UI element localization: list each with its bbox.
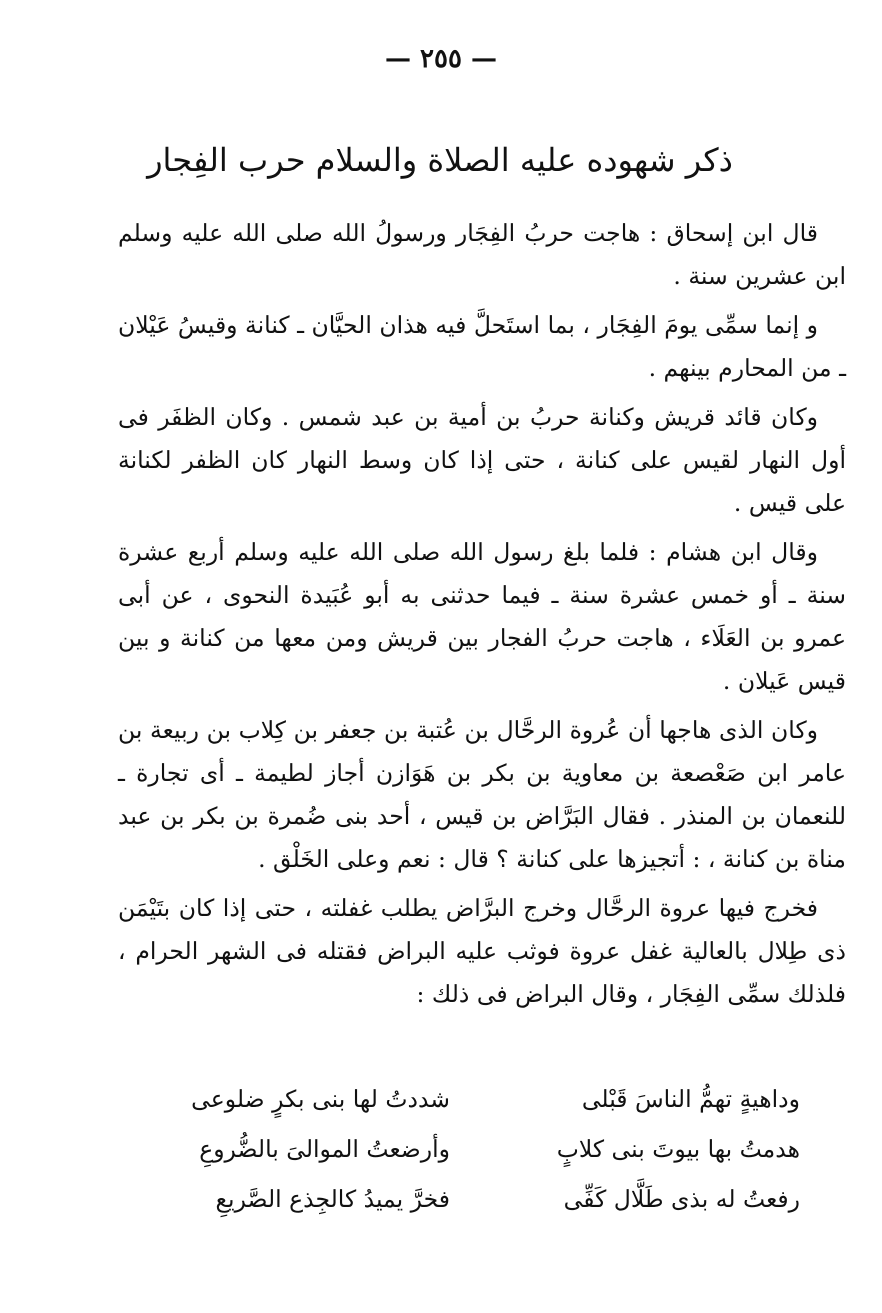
- page-number: — ٢٥٥ —: [384, 44, 498, 74]
- verse-second-hemistich: وأرضعتُ الموالىَ بالضُّروعِ: [199, 1135, 450, 1163]
- section-title: ذكر شهوده عليه الصلاة والسلام حرب الفِجار: [147, 141, 733, 179]
- paragraph: وكان قائد قريش وكنانة حربُ بن أمية بن عبد شمس . وكان الظفَر فى أول النهار لقيس على كنانة ، حتى إذا كان وسط النهار كان الظفر لكنانة على قيس .: [118, 403, 846, 517]
- paragraph: و إنما سمِّى يومَ الفِجَار ، بما استَحلَّ فيه هذان الحيَّان ـ كنانة وقيسُ عَيْلان ـ من المحارم بينهم .: [118, 311, 846, 382]
- verse-first-hemistich: هدمتُ بها بيوتَ بنى كلابٍ: [556, 1135, 800, 1163]
- verse-first-hemistich: رفعتُ له بذى طَلَّال كَفِّى: [563, 1185, 800, 1213]
- paragraph: فخرج فيها عروة الرحَّال وخرج البرَّاض يطلب غفلته ، حتى إذا كان بتَيْمَن ذى طِلال بالعالية غفل عروة فوثب عليه البراض فقتله فى الشهر الحرام ، فلذلك سمِّى الفِجَار ، وقال البراض فى ذلك :: [118, 894, 846, 1008]
- verse-second-hemistich: شددتُ لها بنى بكرٍ ضلوعى: [191, 1085, 450, 1113]
- poem-verse: [150, 1124, 800, 1174]
- poem: [150, 1074, 800, 1224]
- paragraph: وكان الذى هاجها أن عُروة الرحَّال بن عُتبة بن جعفر بن كِلاب بن ربيعة بن عامر ابن صَعْصعة بن معاوية بن بكر بن هَوَازن أجاز لطيمة ـ أى تجارة ـ للنعمان بن المنذر . فقال البَرَّاض بن قيس ، أحد بنى ضُمرة بن بكر بن عبد مناة بن كنانة ، : أتجيزها على كنانة ؟ قال : نعم وعلى الخَلْق .: [118, 716, 846, 873]
- poem-verse: [150, 1174, 800, 1224]
- paragraph: وقال ابن هشام : فلما بلغ رسول الله صلى الله عليه وسلم أربع عشرة سنة ـ أو خمس عشرة سنة ـ فيما حدثنى به أبو عُبَيدة النحوى ، عن أبى عمرو بن العَلَاء ، هاجت حربُ الفجار بين قريش ومن معها من كنانة و بين قيس عَيلان .: [118, 538, 846, 695]
- verse-second-hemistich: فخرَّ يميدُ كالجِذع الصَّريعِ: [215, 1185, 450, 1213]
- verse-first-hemistich: وداهيةٍ تهمُّ الناسَ قَبْلى: [581, 1085, 800, 1113]
- paragraph: قال ابن إسحاق : هاجت حربُ الفِجَار ورسولُ الله صلى الله عليه وسلم ابن عشرين سنة .: [118, 219, 846, 290]
- body-text: [118, 212, 846, 1022]
- poem-verse: [150, 1074, 800, 1124]
